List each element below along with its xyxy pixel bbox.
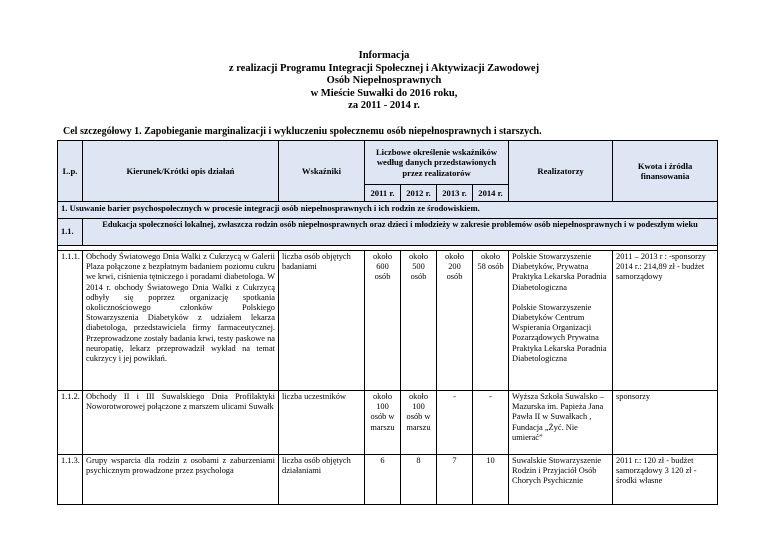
header-year: 2011 r. bbox=[365, 185, 401, 202]
row-funding: 2011 r.: 120 zł - budżet samorządowy 3 120 zł - środki własne bbox=[613, 455, 718, 505]
title-line: Osób Niepełnosprawnych bbox=[326, 75, 442, 87]
goal-heading: Cel szczegółowy 1. Zapobieganie marginalizacji i wykluczeniu społecznemu osób niepełnosprawnych i starszych. bbox=[63, 126, 542, 137]
subsection-row bbox=[58, 219, 718, 246]
section-title: 1. Usuwanie barier psychospołecznych w procesie integracji osób niepełnosprawnych i ich rodzin ze środowiskiem. bbox=[58, 202, 718, 219]
header-executors: Realizatorzy bbox=[509, 141, 613, 202]
header-action: Kierunek/Krótki opis działań bbox=[83, 141, 279, 202]
header-year: 2012 r. bbox=[401, 185, 437, 202]
section-row bbox=[58, 202, 718, 219]
row-indicator: liczba osób objętych badaniami bbox=[279, 251, 365, 391]
row-lp: 1.1.2. bbox=[58, 391, 83, 455]
table-row bbox=[58, 455, 718, 505]
row-2011: 6 bbox=[365, 455, 401, 505]
row-2013: - bbox=[437, 391, 473, 455]
row-2011: około 600 osób bbox=[365, 251, 401, 391]
row-executors bbox=[509, 251, 613, 391]
row-action: Obchody Światowego Dnia Walki z Cukrzycą w Galerii Plaza połączone z bezpłatnym badaniem poziomu cukru we krwi, ciśnienia tętniczego i poradami diabetologa. W 2014 r. obchody Światowego Dnia Walki z Cukrzycą odbyły się poprzez organizację spotkania okolicznościowego członków Polskiego Stowarzyszenia Diabetyków z udziałem lekarza diabetologa, przedstawiciela firmy farmaceutycznej. Przeprowadzone zostały badania krwi, testy paskowe na neuropatię, lekarz przeprowadził wykład na temat cukrzycy i jej powikłań. bbox=[83, 251, 279, 391]
header-indicators: Wskaźniki bbox=[279, 141, 365, 202]
row-funding: 2011 – 2013 r : -sponsorzy 2014 r.: 214,89 zł - budżet samorządowy bbox=[613, 251, 718, 391]
header-lp: L.p. bbox=[58, 141, 83, 202]
row-lp: 1.1.3. bbox=[58, 455, 83, 505]
report-table bbox=[57, 140, 718, 505]
row-executors: Suwalskie Stowarzyszenie Rodzin i Przyjaciół Osób Chorych Psychicznie bbox=[509, 455, 613, 505]
title-line: w Mieście Suwałki do 2016 roku, bbox=[310, 87, 458, 99]
row-2014: około 58 osób bbox=[473, 251, 509, 391]
row-2012: około 500 osób bbox=[401, 251, 437, 391]
executors-group: Polskie Stowarzyszenie Diabetyków, Prywatna Praktyka Lekarska Poradnia Diabetologiczna bbox=[512, 252, 607, 292]
row-indicator: liczba uczestników bbox=[279, 391, 365, 455]
row-2012: 8 bbox=[401, 455, 437, 505]
header-funding: Kwota i źródła finansowania bbox=[613, 141, 718, 202]
header-row bbox=[58, 141, 718, 185]
header-quant: Liczbowe określenie wskaźników według danych przedstawionych przez realizatorów bbox=[365, 141, 509, 185]
header-year: 2013 r. bbox=[437, 185, 473, 202]
row-action: Grupy wsparcia dla rodzin z osobami z zaburzeniami psychicznym prowadzone przez psychologa bbox=[83, 455, 279, 505]
row-funding: sponsorzy bbox=[613, 391, 718, 455]
row-executors: Wyższa Szkoła Suwalsko – Mazurska im. Papieża Jana Pawła II w Suwałkach , Fundacja „Żyć. Nie umierać” bbox=[509, 391, 613, 455]
subsection-lp: 1.1. bbox=[58, 219, 83, 246]
row-lp: 1.1.1. bbox=[58, 251, 83, 391]
row-2014: - bbox=[473, 391, 509, 455]
row-2012: około 100 osób w marszu bbox=[401, 391, 437, 455]
row-2013: około 200 osób bbox=[437, 251, 473, 391]
title-line: za 2011 - 2014 r. bbox=[348, 100, 420, 112]
header-year: 2014 r. bbox=[473, 185, 509, 202]
row-action: Obchody II i III Suwalskiego Dnia Profilaktyki Noworotworowej połączone z marszem ulicami Suwałk bbox=[83, 391, 279, 455]
title-line: Informacja bbox=[358, 50, 410, 61]
subsection-title: Edukacja społeczności lokalnej, zwłaszcza rodzin osób niepełnosprawnych oraz dzieci i młodzieży w zakresie problemów osób niepełnosprawnych i w podeszłym wieku bbox=[83, 219, 718, 246]
table-row bbox=[58, 391, 718, 455]
title-line: z realizacji Programu Integracji Społecznej i Aktywizacji Zawodowej bbox=[228, 62, 540, 74]
executors-group: Polskie Stowarzyszenie Diabetyków Centrum Wspierania Organizacji Pozarządowych Prywatna Praktyka Lekarska Poradnia Diabetologiczna bbox=[512, 302, 607, 363]
row-indicator: liczba osób objętych działaniami bbox=[279, 455, 365, 505]
document-title bbox=[0, 50, 768, 113]
row-2013: 7 bbox=[437, 455, 473, 505]
table-row bbox=[58, 251, 718, 391]
row-2014: 10 bbox=[473, 455, 509, 505]
row-2011: około 100 osób w marszu bbox=[365, 391, 401, 455]
